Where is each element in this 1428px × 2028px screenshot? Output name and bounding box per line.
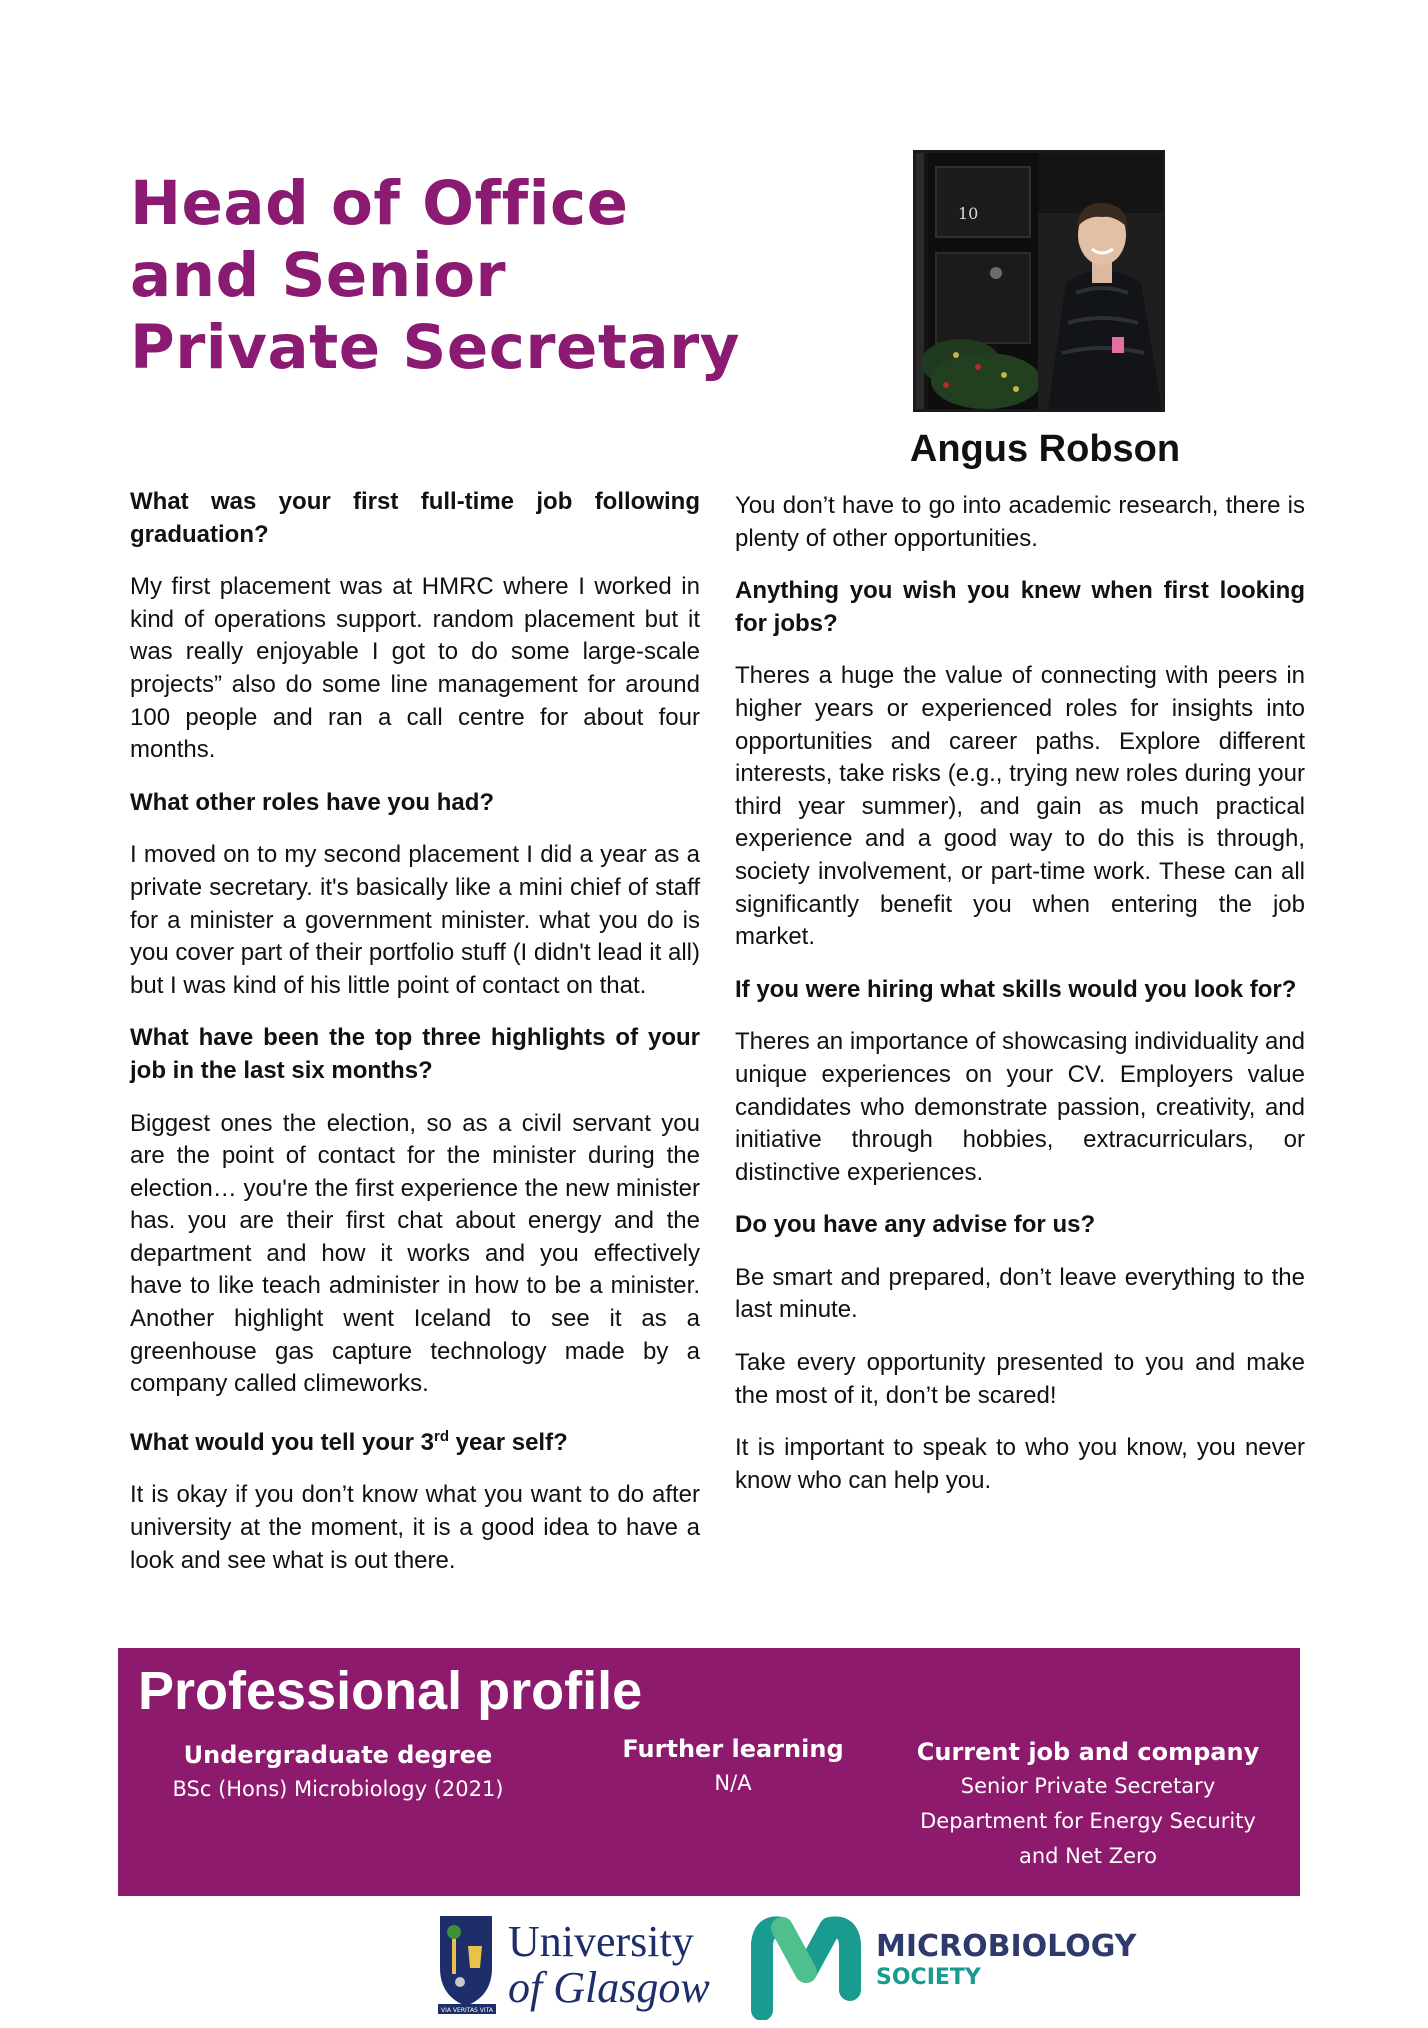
microbiology-wordmark: MICROBIOLOGY bbox=[876, 1929, 1137, 1964]
answer-highlights: Biggest ones the election, so as a civil servant you are the point of contact for the minister during the election… you're the first experience the new minister has. you are their first chat about energy and the department and how it works and you effectively have to like teach administer in how to be a minister. Another highlight went Iceland to see it as a greenhouse gas capture technology made by a company called climeworks. bbox=[130, 1109, 700, 1398]
glasgow-wordmark-line1: University bbox=[508, 1917, 694, 1966]
question-hiring-skills: If you were hiring what skills would you look for? bbox=[735, 975, 1297, 1003]
question-third-year-end: year self? bbox=[449, 1428, 568, 1456]
answer-third-year-self: It is okay if you don’t know what you want to do after university at the moment, it is a good idea to have a look and see what is out there. bbox=[130, 1481, 700, 1574]
current-job-company: Department for Energy Security bbox=[920, 1809, 1256, 1833]
current-job-label: Current job and company bbox=[916, 1738, 1260, 1766]
profile-photo bbox=[913, 150, 1165, 412]
glasgow-motto: VIA VERITAS VITA bbox=[441, 2007, 493, 2014]
door-number: 10 bbox=[958, 204, 979, 223]
answer-third-year-continued: You don’t have to go into academic research, there is plenty of other opportunities. bbox=[735, 492, 1305, 552]
microbiology-society-logo bbox=[762, 1927, 1138, 2010]
question-highlights: What have been the top three highlights of your job in the last six months? bbox=[130, 1024, 700, 1084]
question-advice: Do you have any advise for us? bbox=[735, 1211, 1096, 1239]
right-column bbox=[735, 490, 1305, 1517]
ordinal-suffix: rd bbox=[434, 1427, 450, 1445]
page-title: Head of Office and Senior Private Secretary bbox=[130, 168, 740, 383]
glasgow-wordmark-line2: of Glasgow bbox=[508, 1963, 710, 2012]
undergrad-value: BSc (Hons) Microbiology (2021) bbox=[172, 1777, 504, 1801]
further-learning-section bbox=[618, 1732, 848, 1801]
answer-advice-1: Be smart and prepared, don’t leave everything to the last minute. bbox=[735, 1263, 1305, 1324]
question-other-roles: What other roles have you had? bbox=[130, 788, 495, 816]
undergrad-section bbox=[168, 1738, 508, 1807]
current-job-title: Senior Private Secretary bbox=[960, 1774, 1216, 1798]
question-third-year-self bbox=[130, 1421, 700, 1460]
further-learning-label: Further learning bbox=[622, 1735, 844, 1763]
current-job-section bbox=[898, 1735, 1278, 1874]
professional-profile-panel bbox=[118, 1648, 1300, 1896]
profile-heading: Professional profile bbox=[138, 1661, 643, 1721]
question-wish-knew: Anything you wish you knew when first looking for jobs? bbox=[735, 577, 1305, 637]
society-wordmark: SOCIETY bbox=[876, 1965, 981, 1990]
photo-illustration bbox=[916, 153, 1162, 409]
answer-advice-3: It is important to speak to who you know, you never know who can help you. bbox=[735, 1434, 1305, 1494]
university-of-glasgow-logo bbox=[438, 1916, 710, 2014]
answer-other-roles: I moved on to my second placement I did a year as a private secretary. it's basically like a mini chief of staff for a minister a government minister. what you do is you cover part of their portfolio stuff (I didn't lead it all) but I was kind of his little point of contact on that. bbox=[130, 841, 700, 999]
answer-wish-knew: Theres a huge the value of connecting with peers in higher years or experienced roles for insights into opportunities and career paths. Explore different interests, take risks (e.g., trying new roles during your third year summer), and gain as much practical experience and a good way to do this is through, society involvement, or part-time work. These can all significantly benefit you when entering the job market. bbox=[735, 662, 1305, 951]
question-third-year-text: What would you tell your 3 bbox=[130, 1428, 435, 1456]
answer-first-job: My first placement was at HMRC where I worked in kind of operations support. random placement but it was really enjoyable I got to do some large-scale projects” also do some line management for around 100 people and ran a call centre for about four months. bbox=[130, 573, 700, 764]
answer-hiring-skills: Theres an importance of showcasing individuality and unique experiences on your CV. Employers value candidates who demonstrate passion, creativity, and initiative through hobbies, extracurriculars, or distinctive experiences. bbox=[735, 1028, 1305, 1186]
current-job-company-cont: and Net Zero bbox=[1018, 1844, 1158, 1868]
logos-bar bbox=[430, 1910, 1150, 2020]
further-learning-value: N/A bbox=[714, 1771, 752, 1795]
person-name: Angus Robson bbox=[909, 428, 1181, 470]
question-first-job: What was your first full-time job following graduation? bbox=[130, 488, 700, 548]
left-column bbox=[130, 486, 700, 1597]
undergrad-label: Undergraduate degree bbox=[183, 1741, 493, 1769]
answer-advice-2: Take every opportunity presented to you and make the most of it, don’t be scared! bbox=[735, 1349, 1305, 1409]
